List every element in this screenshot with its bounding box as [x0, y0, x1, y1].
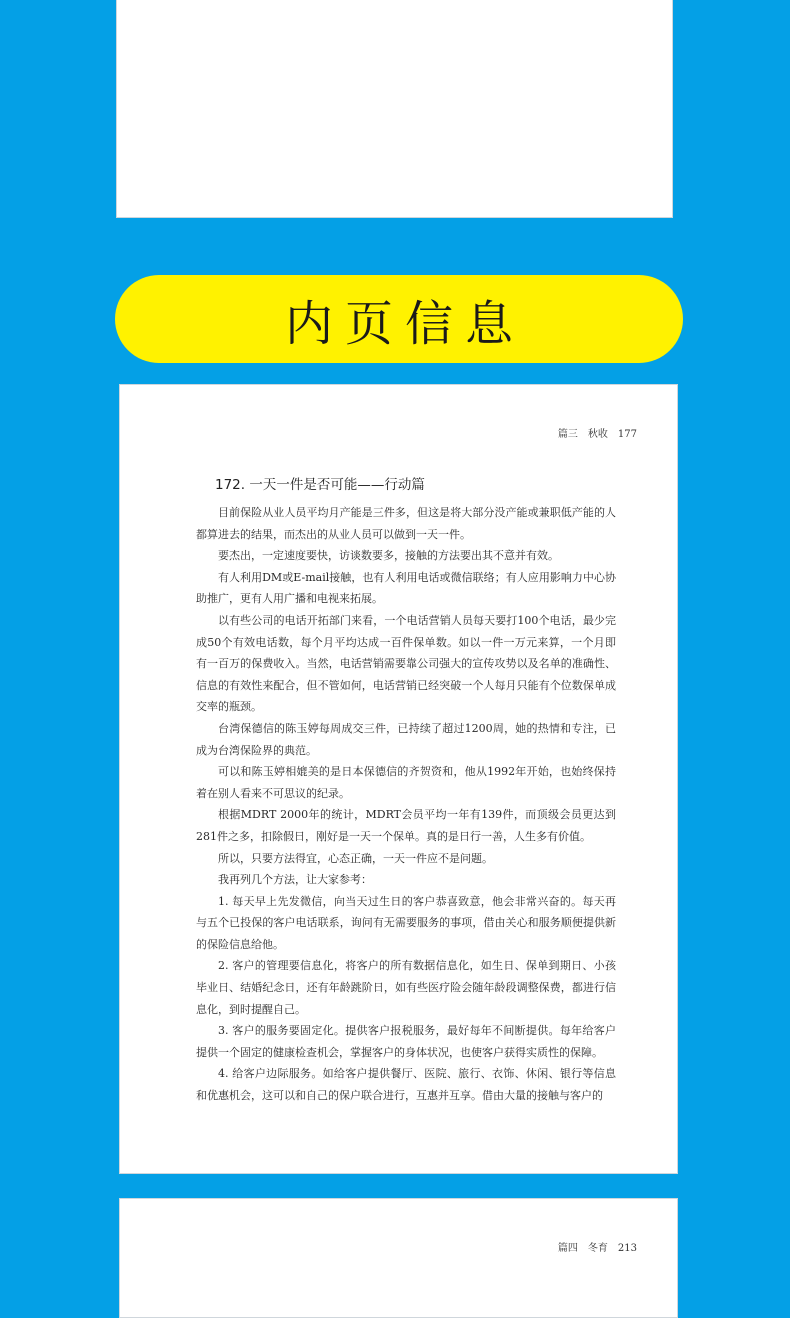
body-text	[196, 502, 616, 1107]
paragraph: 所以，只要方法得宜，心态正确，一天一件应不是问题。	[218, 851, 493, 865]
paragraph: 要杰出，一定速度要快，访谈数要多，接触的方法要出其不意并有效。	[218, 549, 559, 563]
book-page-213	[119, 1198, 678, 1318]
paragraph: 台湾保德信的陈玉婷每周成交三件，已持续了超过1200周，她的热情和专注，已成为台湾保险界的典范。	[196, 721, 616, 757]
paragraph: 3. 客户的服务要固定化。提供客户报税服务，最好每年不间断提供。每年给客户提供一个固定的健康检查机会，掌握客户的身体状况，也使客户获得实质性的保障。	[196, 1024, 616, 1059]
section-banner	[115, 275, 683, 363]
paragraph: 2. 客户的管理要信息化，将客户的所有数据信息化，如生日、保单到期日、小孩毕业日、结婚纪念日，还有年龄跳阶日，如有些医疗险会随年龄段调整保费，都进行信息化，到时提醒自己。	[196, 959, 616, 1016]
paragraph: 可以和陈玉婷相媲美的是日本保德信的齐贺资和，他从1992年开始，也始终保持着在别人看来不可思议的纪录。	[196, 765, 616, 800]
running-head: 篇四 冬育 213	[557, 1243, 637, 1254]
previous-page-sheet	[116, 0, 673, 218]
section-title: 172. 一天一件是否可能——行动篇	[215, 477, 425, 493]
book-page-177	[119, 384, 678, 1174]
paragraph: 我再列几个方法，让大家参考：	[218, 873, 372, 887]
paragraph: 1. 每天早上先发微信，向当天过生日的客户恭喜致意，他会非常兴奋的。每天再与五个已投保的客户电话联系，询问有无需要服务的事项，借由关心和服务顺便提供新的保险信息给他。	[196, 894, 616, 951]
banner-title: 内页信息	[284, 295, 525, 352]
paragraph: 以有些公司的电话开拓部门来看，一个电话营销人员每天要打100个电话，最少完成50个有效电话数，每个月平均达成一百件保单数。如以一件一万元来算，一个月即有一百万的保费收入。当然，电话营销需要靠公司强大的宣传攻势以及名单的准确性、信息的有效性来配合，但不管如何，电话营销已经突破一个人每月只能有个位数保单成交率的瓶颈。	[196, 613, 616, 714]
paragraph: 目前保险从业人员平均月产能是三件多，但这是将大部分没产能或兼职低产能的人都算进去的结果，而杰出的从业人员可以做到一天一件。	[196, 506, 616, 541]
running-head: 篇三 秋收 177	[557, 429, 637, 440]
paragraph: 有人利用DM或E-mail接触，也有人利用电话或微信联络；有人应用影响力中心协助推广，更有人用广播和电视来拓展。	[196, 570, 616, 606]
paragraph: 根据MDRT 2000年的统计，MDRT会员平均一年有139件，而顶级会员更达到281件之多，扣除假日，刚好是一天一个保单。真的是日行一善，人生多有价值。	[196, 808, 616, 843]
paragraph: 4. 给客户边际服务。如给客户提供餐厅、医院、旅行、衣饰、休闲、银行等信息和优惠机会，这可以和自己的保户联合进行，互惠并互享。借由大量的接触与客户的	[196, 1067, 616, 1103]
